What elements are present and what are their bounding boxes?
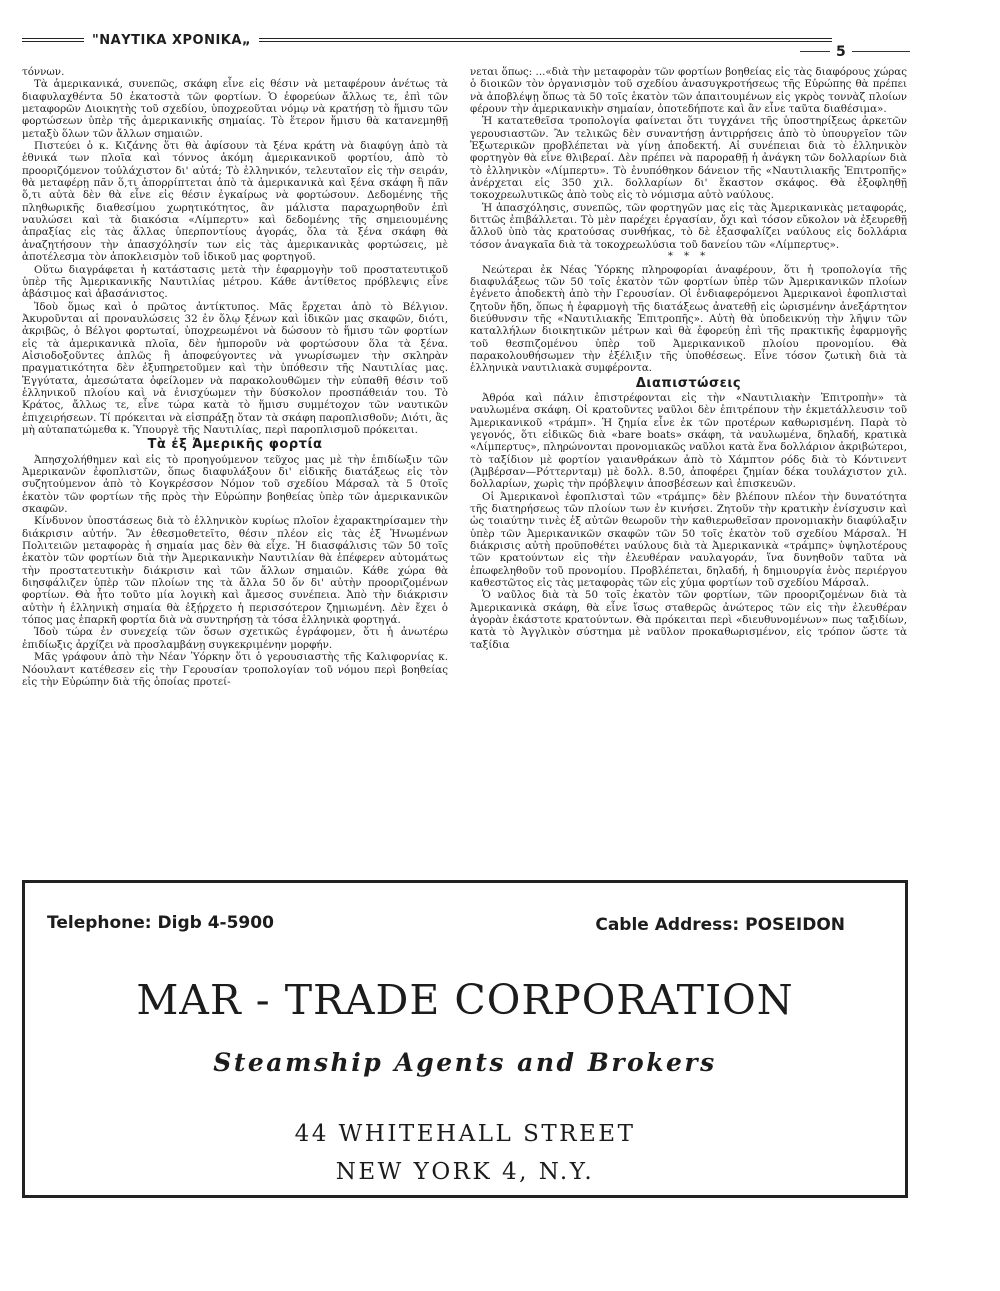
right-paragraph: Ἡ κατατεθεῖσα τροπολογία φαίνεται ὅτι τυγχάνει τῆς ὑποστηρίξεως ἀρκετῶν γερουσιαστῶν. Ἂν τελικῶς δὲν συναντήσῃ ἀντιρρήσεις ἀπὸ τὸ ὑπουργεῖον τῶν Ἐξωτερικῶν προβλέπεται νὰ γίνῃ ἀποδεκτή. Αἱ συνέπειαι διὰ τὸ ἑλληνικὸν φορτηγὸν θὰ εἶνε θλιβεραί. Δὲν πρέπει νὰ παροραθῇ ἡ ἀνάγκη τῶν δολλαρίων διὰ τὸ ἑλληνικὸν «Λίμπερτυ». Τὸ ἐνυπόθηκον δάνειον τῆς «Ναυτιλιακῆς Ἐπιτροπῆς» ἀνέρχεται εἰς 350 χιλ. δολλαρίων δι' ἕκαστον σκάφος. Θὰ ἐξοφληθῇ τοκοχρεωλυτικῶς ἀπὸ τοὺς εἰς τὸ νόμισμα αὐτὸ ναύλους. [470,115,907,202]
running-header [22,30,832,50]
ad-company-name: MAR - TRADE CORPORATION [136,976,794,1024]
running-head-title: "ΝΑΥΤΙΚΑ ΧΡΟΝΙΚΑ„ [92,32,251,48]
left-paragraph: Πιστεύει ὁ κ. Κιζάνης ὅτι θὰ ἀφίσουν τὰ ξένα κράτη νὰ διαφύγῃ ἀπὸ τὰ ἐθνικά των πλοῖα καὶ τόννος ἀκόμη ἀμερικανικοῦ φορτίου, ἀπὸ τὸ προοριζόμενον τοὐλάχιστον δι' αὐτά; Τὸ ἑλληνικόν, τελευταῖον εἰς τὴν σειράν, θὰ μεταφέρῃ πᾶν ὅ,τι ἀπορρίπτεται ἀπὸ τὰ ἀμερικανικὰ καὶ ξένα σκάφη ἢ πᾶν ὅ,τι αὐτὰ δὲν θὰ εἶνε εἰς θέσιν ἐγκαίρως νὰ φορτώσουν. Δεδομένης τῆς πληθωρικῆς διαθεσίμου χωρητικότητος, ἂν μάλιστα παραχωρηθοῦν ἐπὶ ναυλώσει καὶ τὰ διακόσια «Λίμπερτυ» καὶ δεδομένης τῆς σημειουμένης ἀπραξίας εἰς τὰς ἄλλας ὑπερποντίους ἀγοράς, ὅλα τὰ ξένα σκάφη θὰ ἀναζητήσουν τὴν ἀπασχόλησίν των εἰς τὰς ἀμερικανικὰς φορτώσεις, μὲ ἀποτέλεσμα τὸν ἀποκλεισμὸν τοῦ ἰδικοῦ μας φορτηγοῦ. [22,140,448,264]
right-column [470,66,907,872]
left-paragraph: Οὕτω διαγράφεται ἡ κατάστασις μετὰ τὴν ἐφαρμογὴν τοῦ προστατευτικοῦ ὑπὲρ τῆς Ἀμερικανικῆς Ναυτιλίας μέτρου. Κάθε ἀντίθετος πρόβλεψις εἶνε ἀβάσιμος καὶ ἀβασάνιστος. [22,263,448,301]
page-number: 5 [836,44,846,60]
page-number-rule-right [852,51,910,53]
ad-subtitle: Steamship Agents and Brokers [213,1048,717,1077]
left-paragraph: τόννων. [22,66,65,78]
page-number-rule-left [800,51,830,53]
page-number-block [800,44,910,60]
header-rule-right [259,38,832,42]
left-paragraph: Τὰ ἀμερικανικά, συνεπῶς, σκάφη εἶνε εἰς θέσιν νὰ μεταφέρουν ἀνέτως τὰ διαφυλαχθέντα 50 ἑκατοστὰ τῶν φορτίων. Ὁ ἐφορεύων ἄλλως τε, ἐπὶ τῶν μεταφορῶν Διοικητὴς τοῦ σχεδίου, ὑποχρεοῦται νόμῳ νὰ κρατήσῃ τὸ ἥμισυ τῶν φορτώσεων ὑπὲρ τῆς ἀμερικανικῆς σημαίας. Τὸ ἕτερον ἥμισυ θὰ κατανεμηθῇ μεταξὺ ὅλων τῶν ἄλλων σημαιῶν. [22,78,448,140]
ad-cable-address: Cable Address: POSEIDON [595,915,845,935]
section-heading-america-cargo: Τὰ ἐξ Ἀμερικῆς φορτία [147,437,323,453]
left-paragraph: Μᾶς γράφουν ἀπὸ τὴν Νέαν Ὑόρκην ὅτι ὁ γερουσιαστὴς τῆς Καλιφορνίας κ. Νόουλαντ κατέθεσεν εἰς τὴν Γερουσίαν τροπολογίαν τοῦ νόμου περὶ βοηθείας εἰς τὴν Εὐρώπην διὰ τῆς ὁποίας προτεί- [22,651,448,688]
ad-city: NEW YORK 4, N.Y. [335,1159,595,1185]
right-paragraph: Νεώτεραι ἐκ Νέας Ὑόρκης πληροφορίαι ἀναφέρουν, ὅτι ἡ τροπολογία τῆς διαφυλάξεως τῶν 50 τοῖς ἑκατὸν τῶν φορτίων ὑπὲρ τῶν Ἀμερικανικῶν πλοίων ἐγένετο ἀποδεκτὴ ἀπὸ τὴν Γερουσίαν. Οἱ ἐνδιαφερόμενοι Ἀμερικανοὶ ἐφοπλισταὶ ζητοῦν ἤδη, ὅπως ἡ ἐφαρμογὴ τῆς διατάξεως ἀνατεθῇ εἰς ὡρισμένην ἀνεξάρτητον διεύθυνσιν τῆς «Ναυτιλιακῆς Ἐπιτροπῆς». Αὐτὴ θὰ ὑποδεικνύῃ τὴν λῆψιν τῶν καταλλήλων διοικητικῶν μέτρων καὶ θὰ ἐφορεύῃ ἐπὶ τῆς πρακτικῆς ἐφαρμογῆς τοῦ θεσπιζομένου ὑπὲρ τοῦ Ἀμερικανικοῦ πλοίου προνομίου. Θὰ παρακολουθήσωμεν τὴν ἐξέλιξιν τῆς ὑποθέσεως. Εἶνε τόσον ζωτικὴ διὰ τὰ ἑλληνικὰ ναυτιλιακὰ συμφέροντα. [470,263,907,375]
left-column [22,66,448,872]
left-paragraph: Ἰδοὺ τώρα ἐν συνεχείᾳ τῶν ὅσων σχετικῶς ἐγράφομεν, ὅτι ἡ ἀνωτέρω ἐπιδίωξις ἀρχίζει νὰ προσλαμβάνῃ συγκεκριμένην μορφήν. [22,626,448,651]
right-paragraph: Ἀθρόα καὶ πάλιν ἐπιστρέφονται εἰς τὴν «Ναυτιλιακὴν Ἐπιτροπὴν» τὰ ναυλωμένα σκάφη. Οἱ κρατοῦντες ναῦλοι δὲν ἐπιτρέπουν τὴν ἐκμετάλλευσιν τοῦ Ἀμερικανικοῦ «τράμπ». Ἡ ζημία εἶνε ἐκ τῶν προτέρων καθωρισμένη. Παρὰ τὸ γεγονός, ὅτι εἰδικῶς διὰ «bare boats» σκάφη, τὰ ναυλωμένα, δηλαδή, κρατικὰ «Λίμπερτυς», πληρώνονται προνομιακῶς ναῦλοι κατὰ ἕνα δολλάριον ἀκριβώτεροι, τὸ ταξίδιον μὲ φορτίον γαιανθράκων ἀπὸ τὸ Χάμπτον ρόδς διὰ τὸ Κόντινεντ (Ἀμβέρσαν—Ρόττερνταμ) μὲ δολλ. 8.50, ἀποφέρει ζημίαν δέκα τουλάχιστον χιλ. δολλαρίων, χωρὶς τὴν πρόβλεψιν ἀποσβέσεων καὶ ἐπισκευῶν. [470,391,907,491]
left-paragraph: Ἀπησχολήθημεν καὶ εἰς τὸ προηγούμενον τεῦχος μας μὲ τὴν ἐπιδίωξιν τῶν Ἀμερικανῶν ἐφοπλιστῶν, ὅπως διαφυλάξουν δι' εἰδικῆς διατάξεως εἰς τὸν συζητούμενον ἀπὸ τὸ Κογκρέσσον Νόμον τοῦ σχεδίου Μάρσαλ τὰ 5 0τοῖς ἑκατὸν τῶν φορτίων τῆς πρὸς τὴν Εὐρώπην βοηθείας ὑπὲρ τῶν ἀμερικανικῶν σκαφῶν. [22,453,448,516]
ad-street-address: 44 WHITEHALL STREET [294,1121,636,1147]
ad-telephone: Telephone: Digb 4-5900 [47,913,274,933]
section-heading-findings: Διαπιστώσεις [635,375,742,391]
right-paragraph: Ὁ ναῦλος διὰ τὰ 50 τοῖς ἑκατὸν τῶν φορτίων, τῶν προοριζομένων διὰ τὰ Ἀμερικανικὰ σκάφη, θὰ εἶνε ἴσως σταθερῶς ἀνώτερος τῶν εἰς τὴν ἐλευθέραν ἀγορὰν ἐκάστοτε κρατούντων. Θὰ πρόκειται περὶ «διευθυνομένων» πως ταξιδίων, κατὰ τὸ Ἀγγλικὸν σύστημα μὲ ναῦλον προκαθωρισμένον, εἰς τρόπον ὥστε τὰ ταξίδια [470,589,907,651]
right-paragraph: Οἱ Ἀμερικανοὶ ἐφοπλισταὶ τῶν «τράμπς» δὲν βλέπουν πλέον τὴν δυνατότητα τῆς διατηρήσεως τῶν πλοίων των ἐν κινήσει. Ζητοῦν τὴν κρατικὴν ἐνίσχυσιν καὶ ὡς τοιαύτην τινὲς ἐξ αὐτῶν θεωροῦν τὴν καθιερωθεῖσαν προνομιακὴν διαφύλαξιν ὑπὲρ τῶν Ἀμερικανικῶν σκαφῶν τῶν 50 τοῖς ἑκατὸν τοῦ σχεδίου Μάρσαλ. Ἡ διάκρισις αὐτὴ προϋποθέτει ναύλους διὰ τὰ Ἀμερικανικὰ «τράμπς» ὑψηλοτέρους τῶν κρατούντων εἰς τὴν ἐλευθέραν ναυλαγοράν, ἵνα δυνηθοῦν ταῦτα νὰ ἐπωφεληθοῦν τοῦ προνομίου. Προβλέπεται, δηλαδή, ἡ δημιουργία ἑνὸς περιέργου καθεστῶτος εἰς τὰς μεταφορὰς τῶν εἰς χύμα φορτίων τοῦ σχεδίου Μάρσαλ. [470,490,907,590]
section-separator-stars: * * * [667,251,710,263]
advertisement-box [22,880,908,1198]
right-paragraph: νεται ὅπως: ...«διὰ τὴν μεταφορὰν τῶν φορτίων βοηθείας εἰς τὰς διαφόρους χώρας ὁ διοικῶν τὸν ὀργανισμὸν τοῦ σχεδίου ἀνασυγκροτήσεως τῆς Εὐρώπης θὰ πρέπει νὰ ἀποβλέψῃ ὅπως τὰ 50 τοῖς ἑκατὸν τῶν ἀπαιτουμένων εἰς γκρὸς τοννὰζ πλοίων φέρουν τὴν ἀμερικανικὴν σημαίαν, ὁποτεδήποτε καὶ ἂν εἶνε ταῦτα διαθέσιμα». [470,66,907,116]
header-rule-left [22,38,84,42]
left-paragraph: Ἰδοὺ ὅμως καὶ ὁ πρῶτος ἀντίκτυπος. Μᾶς ἔρχεται ἀπὸ τὸ Βέλγιον. Ἀκυροῦνται αἱ προναυλώσεις 32 ἐν ὅλῳ ξένων καὶ ἰδικῶν μας σκαφῶν, διότι, ἀκριβῶς, ὁ Βέλγοι φορτωταί, ὑποχρεωμένοι νὰ δώσουν τὸ ἥμισυ τῶν φορτίων εἰς τὰ ἀμερικανικὰ πλοῖα, δὲν ἠμποροῦν νὰ φορτώσουν ὅλα τὰ ξένα. Αἰσιοδοξοῦντες ἁπλῶς ἢ ἀποφεύγοντες νὰ γνωρίσωμεν τὴν σκληρὰν πραγματικότητα δὲν ἐξυπηρετοῦμεν καὶ τὴν ὑπόθεσιν τῆς Ναυτιλίας μας. Ἐγγύτατα, ἀμεσώτατα ὀφείλομεν νὰ παρακολουθῶμεν τὴν εὐπαθῆ θέσιν τοῦ ἑλληνικοῦ πλοίου καὶ νὰ ἐνισχύωμεν τὴν δύσκολον προσπάθειάν του. Τὸ Κράτος, ἄλλως τε, εἶνε τώρα κατὰ τὸ ἥμισυ συμμέτοχον τῶν ναυτικῶν ἐπιχειρήσεων. Τί πρόκειται νὰ εἰσπράξῃ ὅταν τὰ σκάφη παροπλισθοῦν; Διότι, ἂς μὴ αὐταπατώμεθα κ. Ὑπουργὲ τῆς Ναυτιλίας, περὶ παροπλισμοῦ πρόκειται. [22,300,448,436]
left-paragraph: Κίνδυνον ὑποστάσεως διὰ τὸ ἑλληνικὸν κυρίως πλοῖον ἐχαρακτηρίσαμεν τὴν διάκρισιν αὐτήν. Ἂν ἐθεσμοθετεῖτο, θέσιν πλέον εἰς τὰς ἐξ Ἡνωμένων Πολιτειῶν μεταφορὰς ἡ σημαία μας δὲν θὰ εἶχε. Ἡ διασφάλισις τῶν 50 τοῖς ἑκατὸν τῶν φορτίων διὰ τὴν Ἀμερικανικὴν Ναυτιλίαν θὰ ἐπέφερεν αὐτομάτως τὴν προστατευτικὴν διάκρισιν καὶ τῶν ἄλλων σημαιῶν. Κάθε χώρα θὰ διησφάλιζεν ὑπὲρ τῶν πλοίων της τὰ ἄλλα 50 ὅν δι' αὐτὴν προοριζομένων φορτίων. Θὰ ἦτο τοῦτο μία λογικὴ καὶ ἄμεσος συνέπεια. Ἀπὸ τὴν διάκρισιν αὐτὴν ἡ ἑλληνικὴ σημαία θὰ ἐξῄρχετο ἡ περισσότερον ζημιωμένη. Δὲν ἔχει ὁ τόπος μας ἐπαρκῆ φορτία διὰ νὰ συντηρήσῃ τὰ τόσα ἑλληνικὰ φορτηγά. [22,515,448,627]
right-paragraph: Ἡ ἀπασχόλησις, συνεπῶς, τῶν φορτηγῶν μας εἰς τὰς Ἀμερικανικὰς μεταφοράς, διττῶς ἐπιβάλλεται. Τὸ μὲν παρέχει ἐργασίαν, ὄχι καὶ τόσον εὔκολον νὰ ἐξευρεθῇ ἄλλοῦ ὑπὸ τὰς κρατούσας συνθήκας, τὸ δὲ ἐξασφαλίζει ναύλους εἰς δολλάρια τόσον ἀναγκαῖα διὰ τὰ τοκοχρεωλύσια τοῦ δανείου τῶν «Λίμπερτυς». [470,201,907,251]
